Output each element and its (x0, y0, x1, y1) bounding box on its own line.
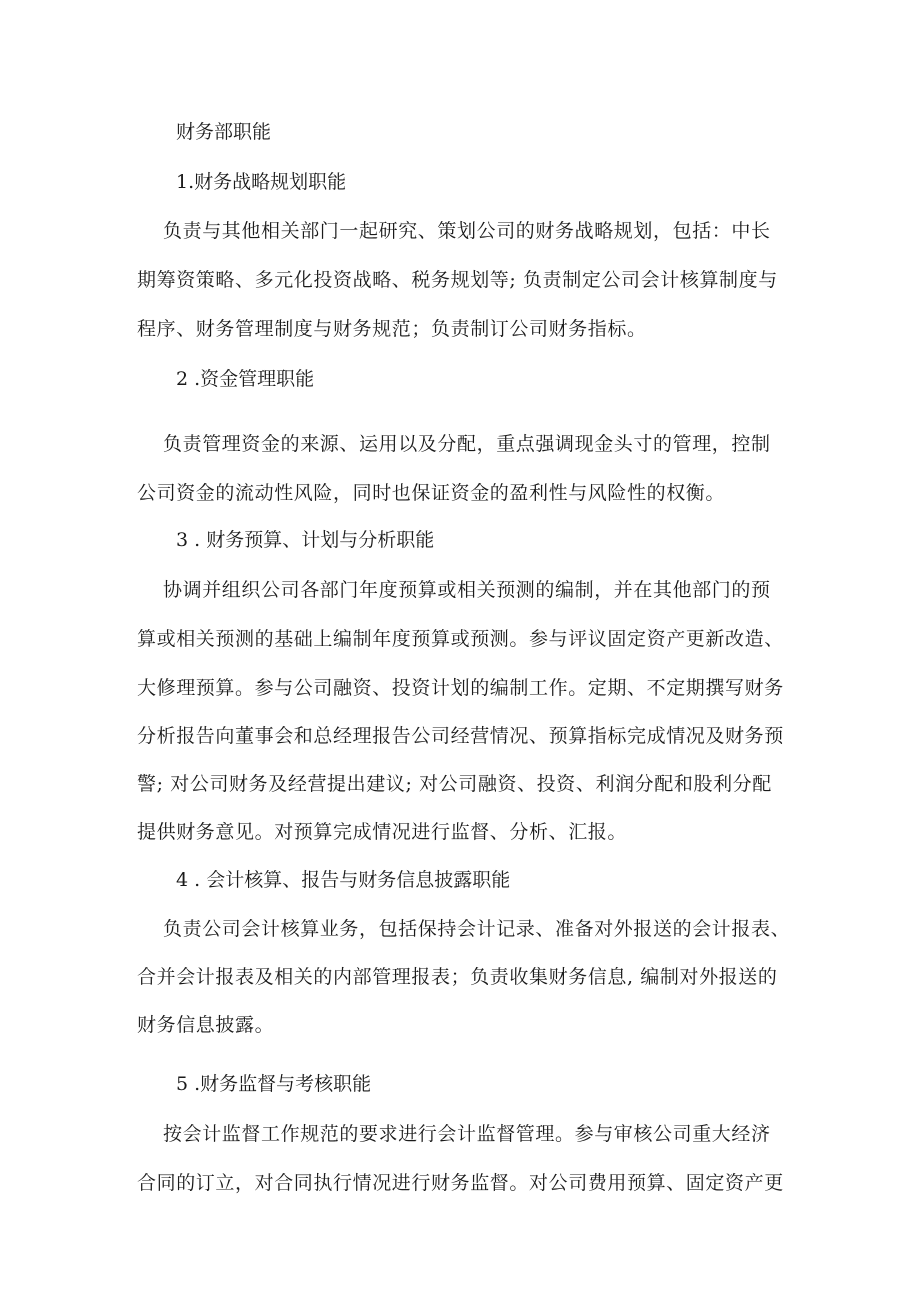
section-3-heading: 3 . 财务预算、计划与分析职能 (176, 529, 435, 551)
section-3-line-6: 提供财务意见。对预算完成情况进行监督、分析、汇报。 (137, 821, 628, 843)
section-1-line-1: 负责与其他相关部门一起研究、策划公司的财务战略规划，包括：中长 (163, 220, 771, 242)
section-3-line-3: 大修理预算。参与公司融资、投资计划的编制工作。定期、不定期撰写财务 (137, 677, 784, 699)
section-4-heading: 4 . 会计核算、报告与财务信息披露职能 (176, 869, 511, 891)
section-5-line-2: 合同的订立，对合同执行情况进行财务监督。对公司费用预算、固定资产更 (137, 1172, 784, 1194)
section-2-line-2: 公司资金的流动性风险，同时也保证资金的盈利性与风险性的权衡。 (137, 482, 726, 504)
section-3-line-5: 警; 对公司财务及经营提出建议; 对公司融资、投资、利润分配和股利分配 (137, 773, 772, 795)
section-2-line-1: 负责管理资金的来源、运用以及分配，重点强调现金头寸的管理，控制 (163, 433, 771, 455)
section-1-line-2: 期筹资策略、多元化投资战略、税务规划等; 负责制定公司会计核算制度与 (137, 269, 778, 291)
section-5-line-1: 按会计监督工作规范的要求进行会计监督管理。参与审核公司重大经济 (163, 1123, 771, 1145)
section-5-heading: 5 .财务监督与考核职能 (176, 1073, 372, 1095)
section-4-line-3: 财务信息披露。 (137, 1014, 275, 1036)
section-3-line-1: 协调并组织公司各部门年度预算或相关预测的编制，并在其他部门的预 (163, 579, 771, 601)
section-1-heading: 1.财务战略规划职能 (176, 171, 347, 193)
section-4-line-2: 合并会计报表及相关的内部管理报表；负责收集财务信息, 编制对外报送的 (137, 966, 778, 988)
section-3-line-4: 分析报告向董事会和总经理报告公司经营情况、预算指标完成情况及财务预 (137, 725, 784, 747)
section-4-line-1: 负责公司会计核算业务，包括保持会计记录、准备对外报送的会计报表、 (163, 918, 791, 940)
section-2-heading: 2 .资金管理职能 (176, 368, 315, 390)
document-title: 财务部职能 (176, 121, 272, 143)
section-3-line-2: 算或相关预测的基础上编制年度预算或预测。参与评议固定资产更新改造、 (137, 628, 784, 650)
section-1-line-3: 程序、财务管理制度与财务规范；负责制订公司财务指标。 (137, 318, 647, 340)
